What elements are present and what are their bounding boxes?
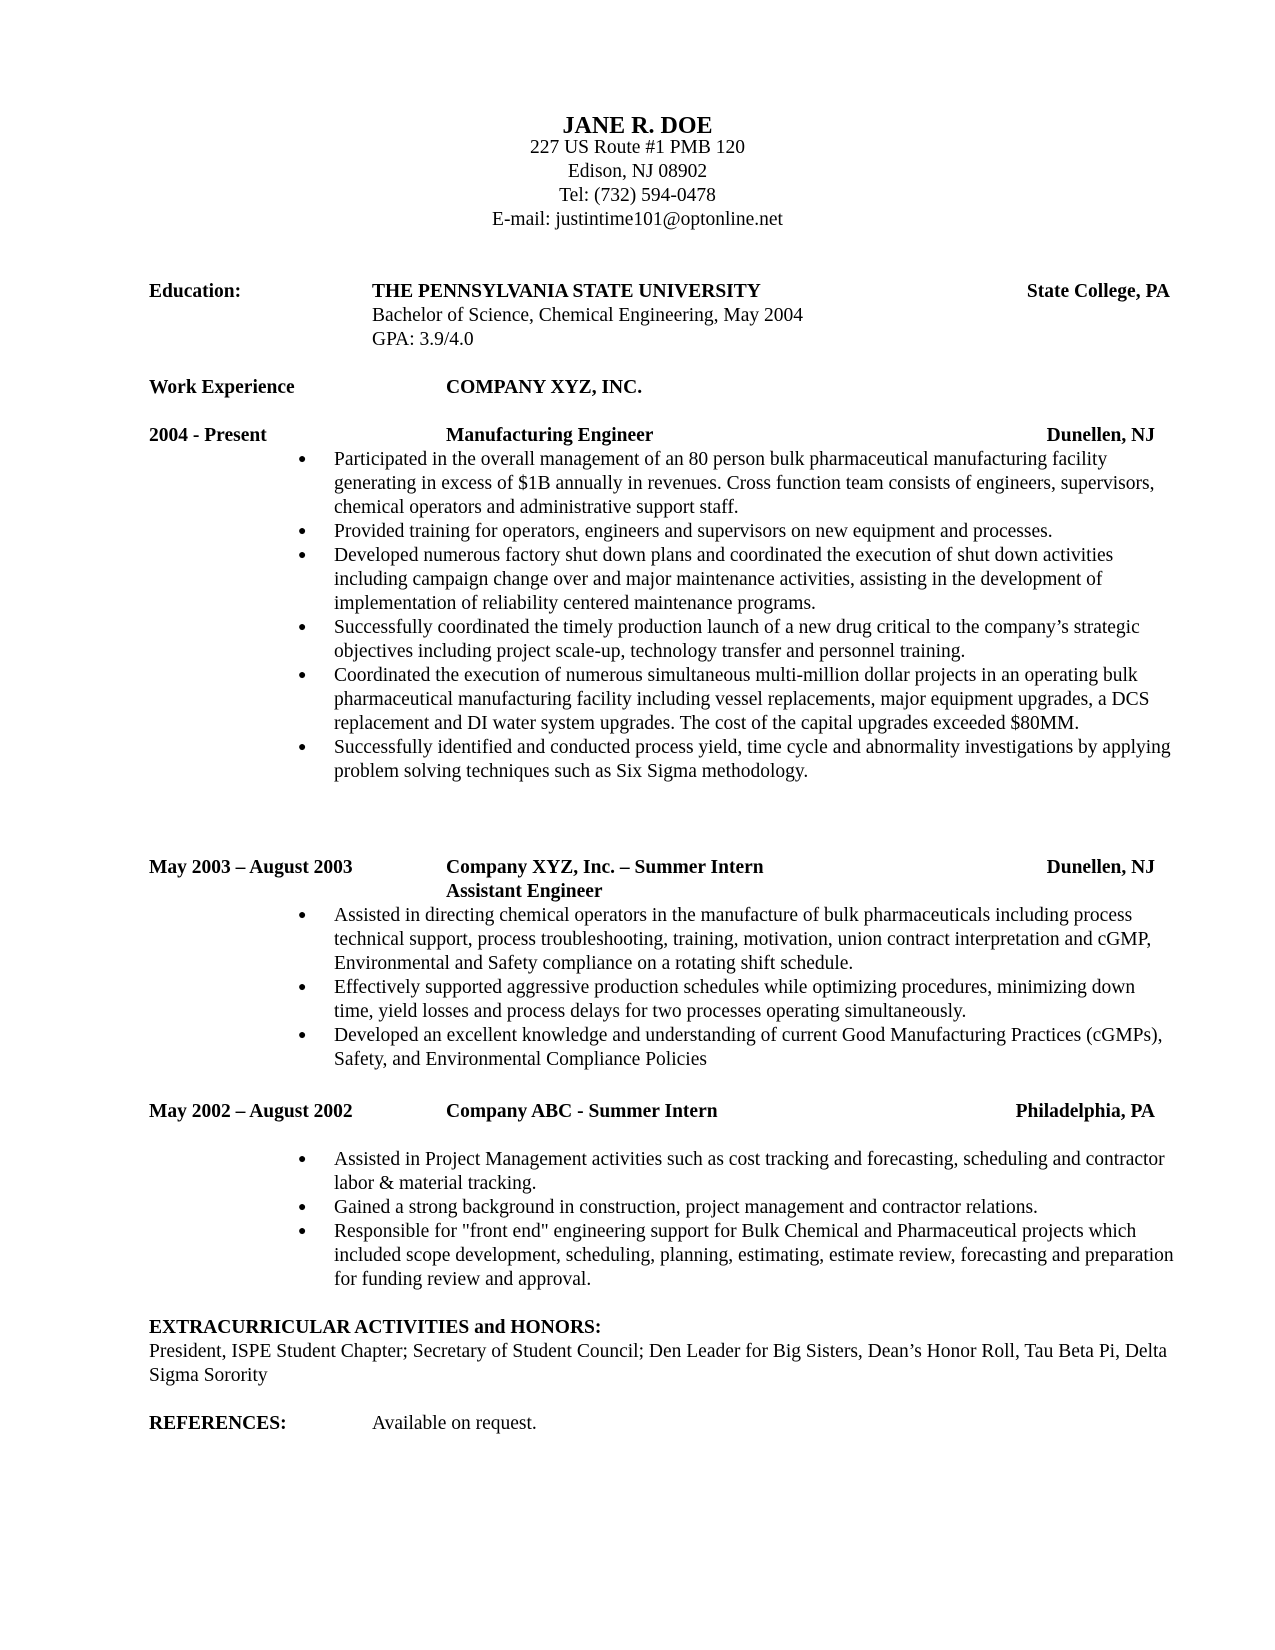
bullet-text: Coordinated the execution of numerous simultaneous multi-million dollar projects in an operating bulk pharmaceutical manufacturing facility including vessel replacements, major equipment upgrades, a DCS replacement and DI water system upgrades. The cost of the capital upgrades exceeded $80MM. xyxy=(334,665,1150,734)
bullet-icon: ● xyxy=(298,524,307,539)
references-text: Available on request. xyxy=(372,1413,537,1434)
bullet-icon: ● xyxy=(298,1152,307,1167)
bullet-icon: ● xyxy=(298,668,307,683)
phone-number: Tel: (732) 594-0478 xyxy=(559,185,716,206)
job-dates: 2004 - Present xyxy=(149,425,267,446)
activities-heading: EXTRACURRICULAR ACTIVITIES and HONORS: xyxy=(149,1317,602,1338)
bullet-text: Participated in the overall management of an 80 person bulk pharmaceutical manufacturing facility generating in excess of $1B annually in revenues. Cross function team consists of engineers, supervisors, chemical operators and administrative support staff. xyxy=(334,449,1155,518)
bullet-text: Successfully identified and conducted process yield, time cycle and abnormality investigations by applying problem solving techniques such as Six Sigma methodology. xyxy=(334,737,1171,782)
job-subtitle: Assistant Engineer xyxy=(446,881,603,902)
bullet-icon: ● xyxy=(298,548,307,563)
job-bullet-list xyxy=(298,448,1178,784)
bullet-item xyxy=(298,736,1178,784)
job-dates: May 2002 – August 2002 xyxy=(149,1101,353,1122)
degree: Bachelor of Science, Chemical Engineering, May 2004 xyxy=(372,305,804,326)
gpa: GPA: 3.9/4.0 xyxy=(372,329,474,350)
bullet-text: Responsible for "front end" engineering support for Bulk Chemical and Pharmaceutical projects which included scope development, scheduling, planning, estimating, estimate review, forecasting and preparation for funding review and approval. xyxy=(334,1221,1174,1290)
bullet-text: Effectively supported aggressive production schedules while optimizing procedures, minimizing down time, yield losses and process delays for two processes operating simultaneously. xyxy=(334,977,1136,1022)
references-heading: REFERENCES: xyxy=(149,1413,287,1434)
applicant-name: JANE R. DOE xyxy=(562,113,713,139)
job-dates: May 2003 – August 2003 xyxy=(149,857,353,878)
job-bullet-list xyxy=(298,1148,1178,1292)
bullet-text: Assisted in Project Management activities such as cost tracking and forecasting, scheduling and contractor labor & material tracking. xyxy=(334,1149,1165,1194)
bullet-text: Successfully coordinated the timely production launch of a new drug critical to the company’s strategic objectives including project scale-up, technology transfer and personnel training. xyxy=(334,617,1140,662)
bullet-text: Developed an excellent knowledge and understanding of current Good Manufacturing Practices (cGMPs), Safety, and Environmental Compliance Policies xyxy=(334,1025,1163,1070)
job-location: Dunellen, NJ xyxy=(1046,857,1155,878)
bullet-item xyxy=(298,1024,1178,1072)
bullet-icon: ● xyxy=(298,1200,307,1215)
bullet-text: Gained a strong background in construction, project management and contractor relations. xyxy=(334,1197,1038,1218)
bullet-icon: ● xyxy=(298,908,307,923)
bullet-icon: ● xyxy=(298,620,307,635)
work-experience-heading: Work Experience xyxy=(149,377,295,398)
address-line-1: 227 US Route #1 PMB 120 xyxy=(529,137,746,158)
bullet-item xyxy=(298,664,1178,736)
employer-name: COMPANY XYZ, INC. xyxy=(446,377,643,398)
bullet-item xyxy=(298,1220,1178,1292)
bullet-item xyxy=(298,1196,1178,1220)
bullet-item xyxy=(298,904,1178,976)
bullet-text: Provided training for operators, engineers and supervisors on new equipment and processes. xyxy=(334,521,1053,542)
activities-text: President, ISPE Student Chapter; Secretary of Student Council; Den Leader for Big Sisters, Dean’s Honor Roll, Tau Beta Pi, Delta Sigma Sorority xyxy=(149,1341,1168,1386)
email-address: E-mail: justintime101@optonline.net xyxy=(492,209,783,230)
bullet-item xyxy=(298,1148,1178,1196)
job-title: Company ABC - Summer Intern xyxy=(446,1101,718,1122)
bullet-icon: ● xyxy=(298,1224,307,1239)
job-bullet-list xyxy=(298,904,1178,1072)
school-name: THE PENNSYLVANIA STATE UNIVERSITY xyxy=(372,281,761,302)
bullet-item xyxy=(298,544,1178,616)
job-location: Philadelphia, PA xyxy=(1015,1101,1155,1122)
job-title: Manufacturing Engineer xyxy=(446,425,654,446)
bullet-item xyxy=(298,448,1178,520)
bullet-item xyxy=(298,976,1178,1024)
bullet-icon: ● xyxy=(298,980,307,995)
job-title: Company XYZ, Inc. – Summer Intern xyxy=(446,857,764,878)
school-location: State College, PA xyxy=(1026,281,1170,302)
education-heading: Education: xyxy=(149,281,242,302)
bullet-icon: ● xyxy=(298,1028,307,1043)
bullet-text: Assisted in directing chemical operators in the manufacture of bulk pharmaceuticals including process technical support, process troubleshooting, training, motivation, union contract interpretation and cGMP, Environmental and Safety compliance on a rotating shift schedule. xyxy=(334,905,1152,974)
bullet-item xyxy=(298,520,1178,544)
bullet-icon: ● xyxy=(298,452,307,467)
job-location: Dunellen, NJ xyxy=(1046,425,1155,446)
address-line-2: Edison, NJ 08902 xyxy=(567,161,708,182)
bullet-item xyxy=(298,616,1178,664)
bullet-icon: ● xyxy=(298,740,307,755)
bullet-text: Developed numerous factory shut down plans and coordinated the execution of shut down activities including campaign change over and major maintenance activities, assisting in the development of implementation of reliability centered maintenance programs. xyxy=(334,545,1114,614)
